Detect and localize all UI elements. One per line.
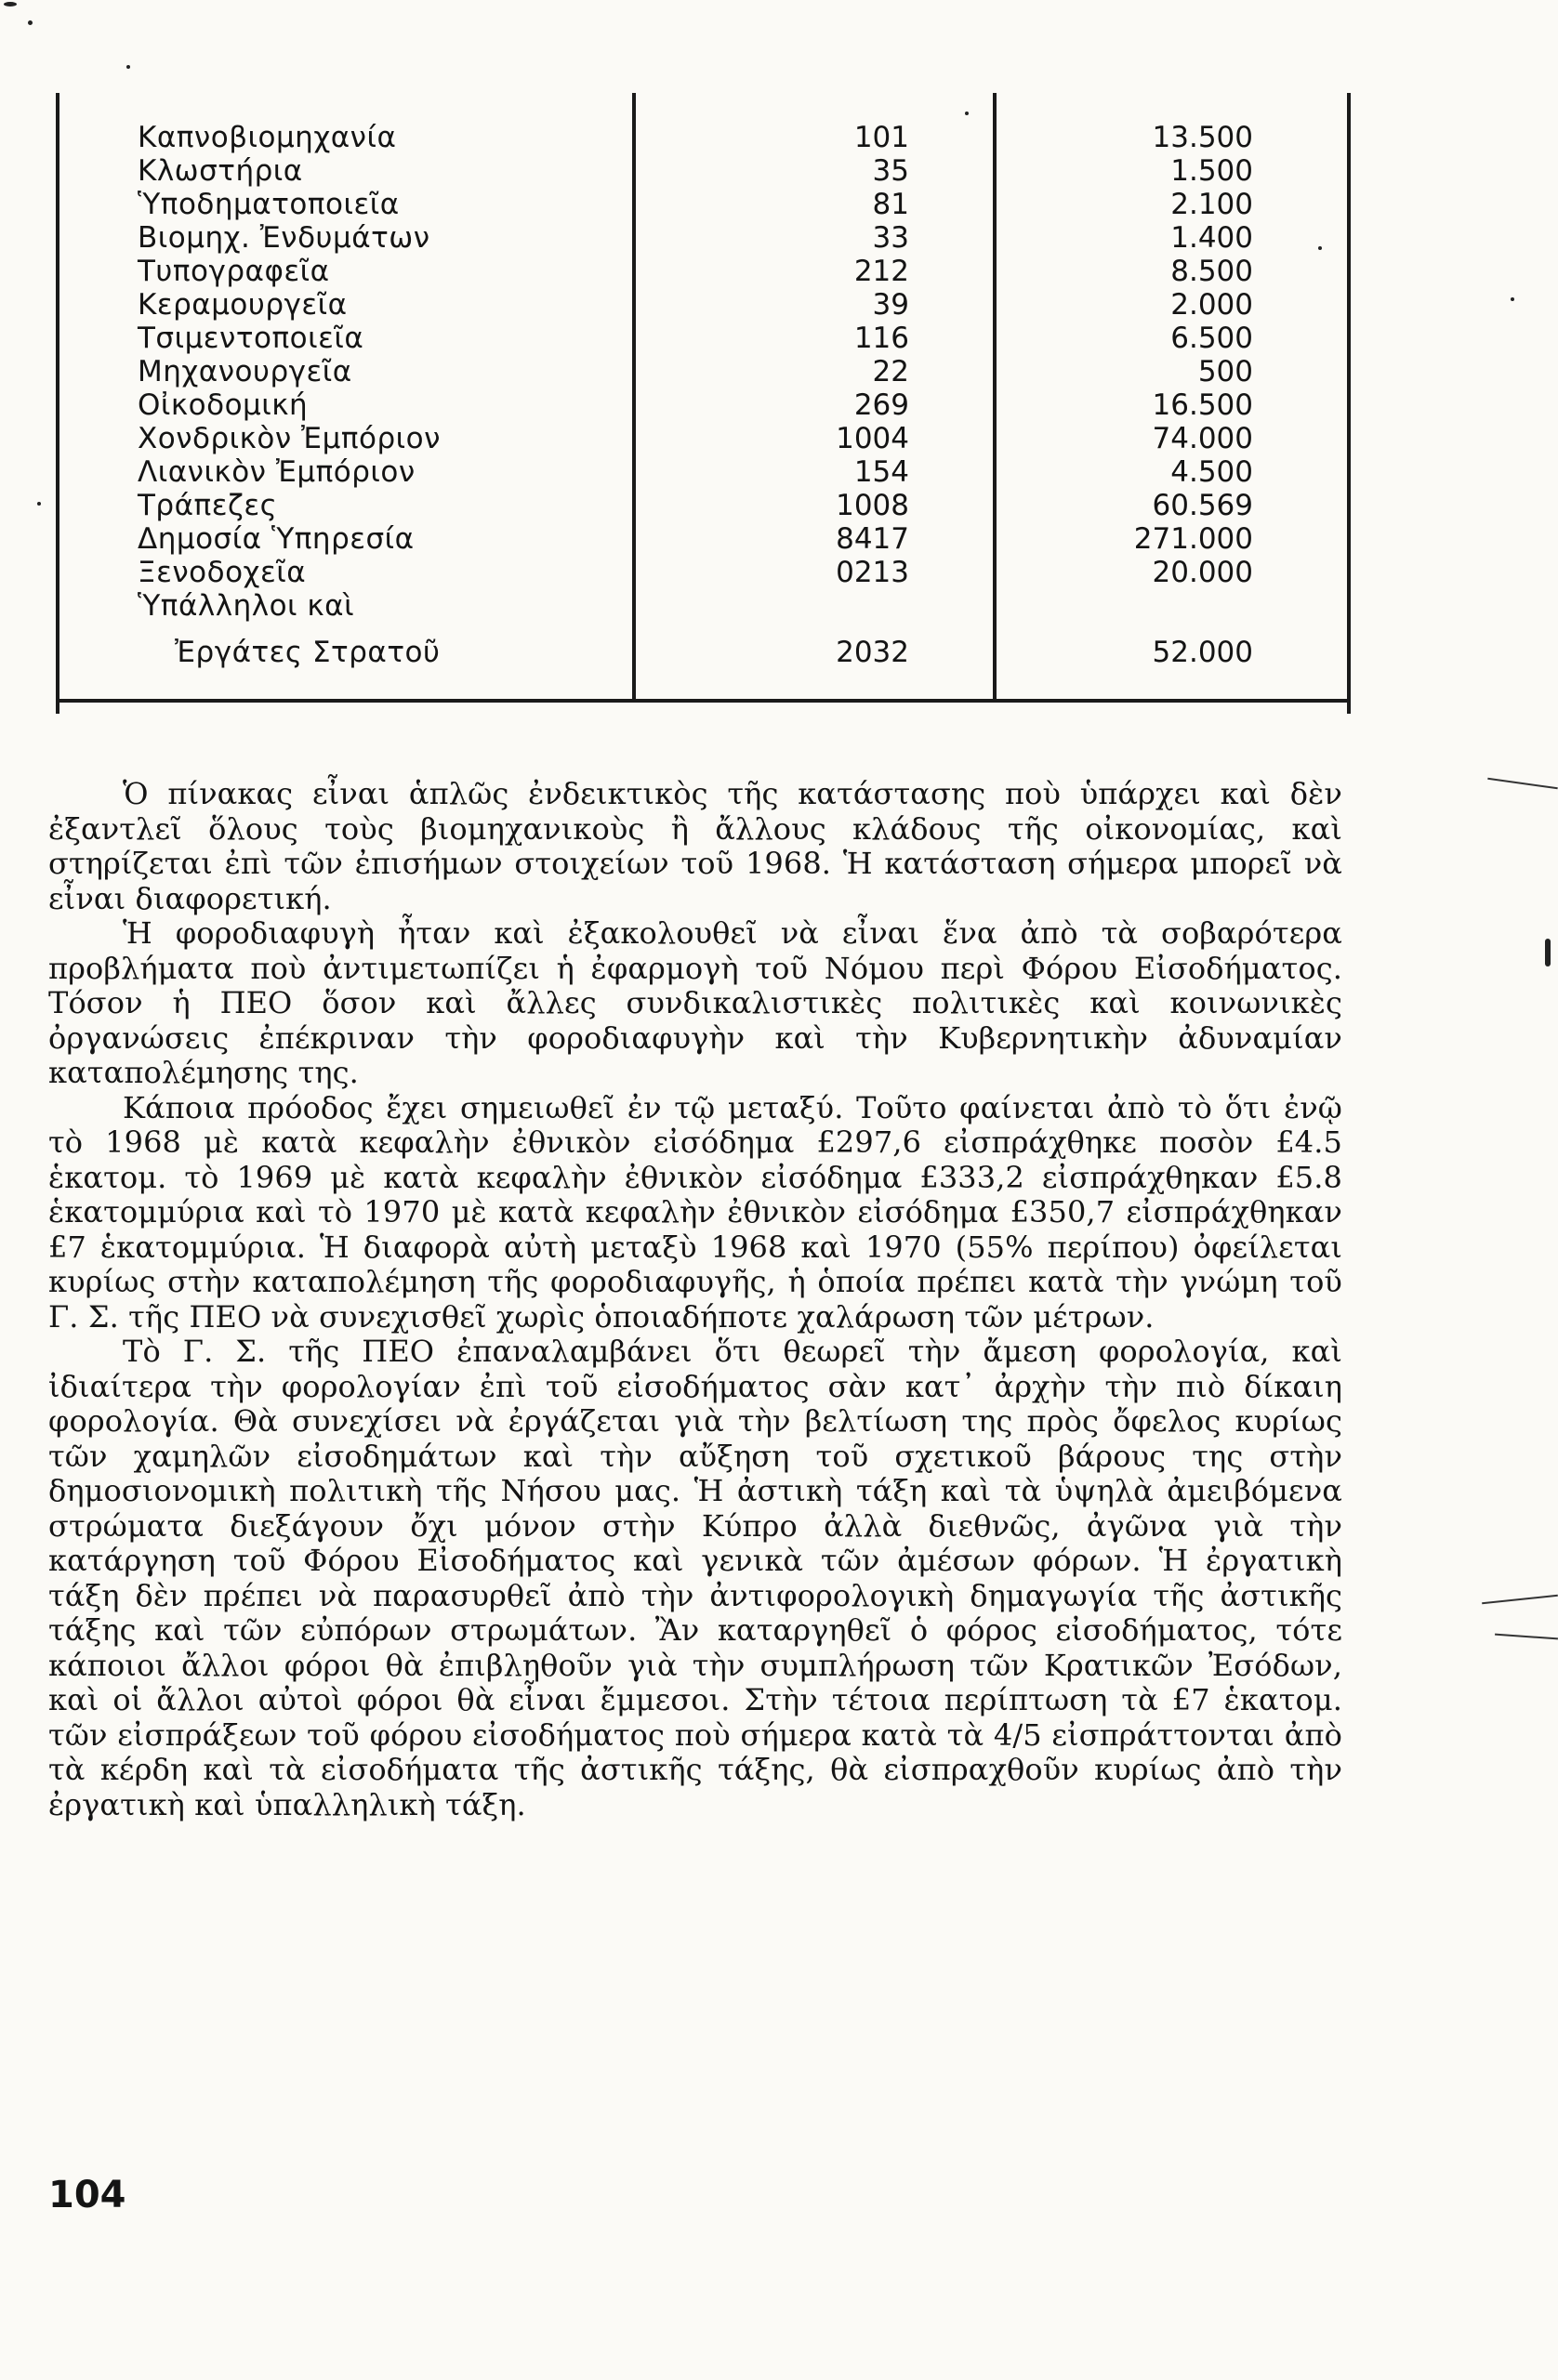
scan-speck (28, 20, 33, 25)
page-number: 104 (48, 2174, 126, 2216)
table-row (56, 154, 1350, 188)
table-cell-amount: 1.500 (1170, 154, 1253, 188)
body-text (48, 777, 1342, 1822)
table-cell-amount: 4.500 (1170, 455, 1253, 489)
table-cell-sector: Κλωστήρια (138, 154, 303, 188)
table-cell-amount: 2.000 (1170, 288, 1253, 322)
table-cell-sector: Οἰκοδομική (138, 388, 309, 422)
table-cell-count: 0213 (836, 556, 909, 589)
table-cell-amount: 8.500 (1170, 255, 1253, 288)
table-row (56, 455, 1350, 489)
table-cell-count: 2032 (836, 636, 909, 669)
scan-speck (37, 502, 41, 506)
table-cell-amount: 16.500 (1152, 388, 1253, 422)
table-cell-amount: 20.000 (1152, 556, 1253, 589)
table-row (56, 255, 1350, 288)
scan-edge-mark (1482, 1595, 1558, 1605)
table-cell-amount: 60.569 (1152, 489, 1253, 522)
table-row (56, 355, 1350, 388)
table-row (56, 322, 1350, 355)
table-cell-count: 101 (853, 121, 909, 154)
table-row (56, 589, 1350, 623)
table-cell-amount: 271.000 (1133, 522, 1253, 556)
table-cell-sector: Τσιμεντοποιεῖα (138, 322, 364, 355)
table-cell-sector: Δημοσία Ὑπηρεσία (138, 522, 415, 556)
table-cell-sector-line2: Ἐργάτες Στρατοῦ (175, 636, 441, 669)
table-cell-sector-line1: Ὑπάλληλοι καὶ (138, 589, 355, 623)
table-row (56, 121, 1350, 154)
scan-speck (1511, 297, 1514, 301)
table-cell-sector: Λιανικὸν Ἐμπόριον (138, 455, 416, 489)
scan-speck (126, 65, 130, 69)
table-cell-sector: Ξενοδοχεῖα (138, 556, 307, 589)
table-row (56, 522, 1350, 556)
table-cell-sector: Τράπεζες (138, 489, 278, 522)
paragraph: Τὸ Γ. Σ. τῆς ΠΕΟ ἐπαναλαμβάνει ὅτι θεωρεῖ τὴν ἄμεση φορολογία, καὶ ἰδιαίτερα τὴν φορολογίαν ἐπὶ τοῦ εἰσοδήματος σὰν κατ᾽ ἀρχὴν τὴν πιὸ δίκαιη φορολογία. Θὰ συνεχίσει νὰ ἐργάζεται γιὰ τὴν βελτίωση της πρὸς ὄφελος κυρίως τῶν χαμηλῶν εἰσοδημάτων καὶ τὴν αὔξηση τοῦ σχετικοῦ βάρους της στὴν δημοσιονομικὴ πολιτικὴ τῆς Νήσου μας. Ἡ ἀστικὴ τάξη καὶ τὰ ὑψηλὰ ἀμειβόμενα στρώματα διεξάγουν ὄχι μόνον στὴν Κύπρο ἀλλὰ διεθνῶς, ἀγῶνα γιὰ τὴν κατάργηση τοῦ Φόρου Εἰσοδήματος καὶ γενικὰ τῶν ἀμέσων φόρων. Ἡ ἐργατικὴ τάξη δὲν πρέπει νὰ παρασυρθεῖ ἀπὸ τὴν ἀντιφορολογικὴ δημαγωγία τῆς ἀστικῆς τάξης καὶ τῶν εὐπόρων στρωμάτων. Ἂν καταργηθεῖ ὁ φόρος εἰσοδήματος, τότε κάποιοι ἄλλοι φόροι θὰ ἐπιβληθοῦν γιὰ τὴν συμπλήρωση τῶν Κρατικῶν Ἐσόδων, καὶ οἱ ἄλλοι αὐτοὶ φόροι θὰ εἶναι ἔμμεσοι. Στὴν τέτοια περίπτωση τὰ £7 ἑκατομ. τῶν εἰσπράξεων τοῦ φόρου εἰσοδήματος ποὺ σήμερα κατὰ τὰ 4/5 εἰσπράττονται ἀπὸ τὰ κέρδη καὶ τὰ εἰσοδήματα τῆς ἀστικῆς τάξης, θὰ εἰσπραχθοῦν κυρίως ἀπὸ τὴν ἐργατικὴ καὶ ὑπαλληλικὴ τάξη. (48, 1334, 1342, 1822)
table-cell-count: 8417 (836, 522, 909, 556)
table-cell-sector: Ὑποδηματοποιεῖα (138, 188, 400, 221)
table-row (56, 489, 1350, 522)
table-cell-amount: 52.000 (1152, 636, 1253, 669)
table-cell-count: 22 (872, 355, 909, 388)
table-cell-amount: 6.500 (1170, 322, 1253, 355)
table-cell-count: 39 (872, 288, 909, 322)
table-cell-count: 269 (853, 388, 909, 422)
table-cell-sector: Κεραμουργεῖα (138, 288, 348, 322)
table-cell-amount: 500 (1197, 355, 1253, 388)
table-row (56, 188, 1350, 221)
scan-speck (4, 2, 17, 7)
scan-edge-mark (1495, 1634, 1558, 1640)
table-bottom-rule (56, 699, 1351, 703)
table-cell-count: 212 (853, 255, 909, 288)
table-cell-amount: 2.100 (1170, 188, 1253, 221)
table-row (56, 388, 1350, 422)
table-cell-sector: Καπνοβιομηχανία (138, 121, 397, 154)
table-cell-count: 1008 (836, 489, 909, 522)
paragraph: Ἡ φοροδιαφυγὴ ἦταν καὶ ἐξακολουθεῖ νὰ εἶναι ἕνα ἀπὸ τὰ σοβαρότερα προβλήματα ποὺ ἀντιμετωπίζει ἡ ἐφαρμογὴ τοῦ Νόμου περὶ Φόρου Εἰσοδήματος. Τόσον ἡ ΠΕΟ ὅσον καὶ ἄλλες συνδικαλιστικὲς πολιτικὲς καὶ κοινωνικὲς ὀργανώσεις ἐπέκριναν τὴν φοροδιαφυγὴν καὶ τὴν Κυβερνητικὴν ἀδυναμίαν καταπολέμησης της. (48, 915, 1342, 1090)
table-cell-amount: 13.500 (1152, 121, 1253, 154)
paragraph: Ὁ πίνακας εἶναι ἁπλῶς ἐνδεικτικὸς τῆς κατάστασης ποὺ ὑπάρχει καὶ δὲν ἐξαντλεῖ ὅλους τοὺς βιομηχανικοὺς ἢ ἄλλους κλάδους τῆς οἰκονομίας, καὶ στηρίζεται ἐπὶ τῶν ἐπισήμων στοιχείων τοῦ 1968. Ἡ κατάσταση σήμερα μπορεῖ νὰ εἶναι διαφορετική. (48, 776, 1342, 916)
table-cell-count: 116 (853, 322, 909, 355)
table-row (56, 556, 1350, 589)
table-cell-sector: Μηχανουργεῖα (138, 355, 352, 388)
scan-edge-mark (1487, 778, 1558, 790)
paragraph: Κάποια πρόοδος ἔχει σημειωθεῖ ἐν τῷ μεταξύ. Τοῦτο φαίνεται ἀπὸ τὸ ὅτι ἐνῷ τὸ 1968 μὲ κατὰ κεφαλὴν ἐθνικὸν εἰσόδημα £297,6 εἰσπράχθηκε ποσὸν £4.5 ἑκατομ. τὸ 1969 μὲ κατὰ κεφαλὴν ἐθνικὸν εἰσόδημα £333,2 εἰσπράχθηκαν £5.8 ἑκατομμύρια καὶ τὸ 1970 μὲ κατὰ κεφαλὴν ἐθνικὸν εἰσόδημα £350,7 εἰσπράχθηκαν £7 ἑκατομμύρια. Ἡ διαφορὰ αὐτὴ μεταξὺ 1968 καὶ 1970 (55% περίπου) ὀφείλεται κυρίως στὴν καταπολέμηση τῆς φοροδιαφυγῆς, ἡ ὁποία πρέπει κατὰ τὴν γνώμη τοῦ Γ. Σ. τῆς ΠΕΟ νὰ συνεχισθεῖ χωρὶς ὁποιαδήποτε χαλάρωση τῶν μέτρων. (48, 1089, 1342, 1335)
table-cell-sector: Τυπογραφεῖα (138, 255, 330, 288)
table-cell-count: 33 (872, 221, 909, 255)
table-cell-sector: Χονδρικὸν Ἐμπόριον (138, 422, 441, 455)
table-cell-count: 81 (872, 188, 909, 221)
scan-speck (1545, 939, 1551, 966)
table-row (56, 288, 1350, 322)
table-row (56, 422, 1350, 455)
table-cell-sector: Βιομηχ. Ἐνδυμάτων (138, 221, 430, 255)
statistics-table (56, 93, 1350, 714)
table-cell-count: 35 (872, 154, 909, 188)
table-cell-count: 154 (853, 455, 909, 489)
table-cell-count: 1004 (836, 422, 909, 455)
table-row (56, 221, 1350, 255)
table-row (56, 636, 1350, 669)
table-cell-amount: 74.000 (1152, 422, 1253, 455)
table-cell-amount: 1.400 (1170, 221, 1253, 255)
